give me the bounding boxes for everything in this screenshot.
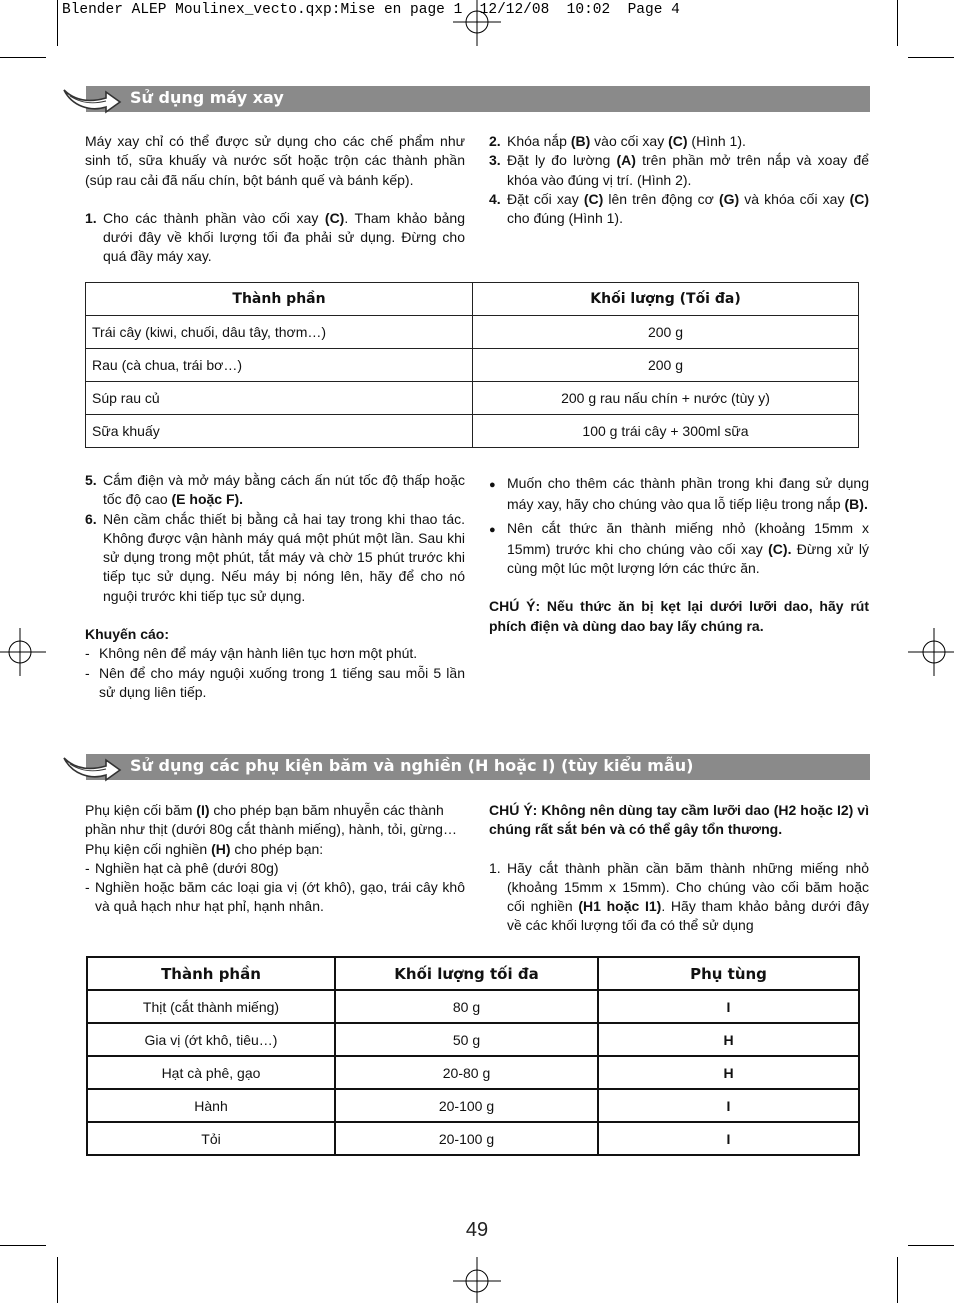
- crop-mark: [57, 1257, 58, 1303]
- table-cell: Rau (cà chua, trái bơ…): [86, 349, 473, 382]
- table-cell: 50 g: [335, 1023, 598, 1056]
- column-header: Khối lượng tối đa: [335, 957, 598, 990]
- table-cell: 200 g: [473, 316, 859, 349]
- warning-title: Khuyến cáo:: [85, 626, 170, 643]
- section-title: Sử dụng máy xay: [130, 88, 284, 107]
- grinder-item: - Nghiền hạt cà phê (dưới 80g): [85, 859, 279, 876]
- step-1: 1. Hãy cắt thành phần cần băm thành những miếng nhỏ (khoảng 15mm x 15mm). Cho chúng vào cối băm hoặc cối nghiền (H1 hoặc I1). Hãy tham khảo bảng dưới đây về các khối lượng tối đa có thể sử dụng: [489, 859, 870, 934]
- table-row: [87, 1122, 859, 1155]
- crop-mark: [0, 57, 46, 58]
- intro-column: [85, 132, 465, 267]
- tip-item: ● Muốn cho thêm các thành phần trong khi đang sử dụng máy xay, hãy cho chúng vào qua lỗ tiếp liệu trong nắp (B).: [489, 475, 869, 513]
- warning-item: - Không nên để máy vận hành liên tục hơn một phút.: [85, 645, 418, 662]
- print-slug: Blender ALEP Moulinex_vecto.qxp:Mise en page 1 12/12/08 10:02 Page 4: [62, 2, 680, 18]
- warning-item: - Nên để cho máy nguội xuống trong 1 tiếng sau mỗi 5 lần sử dụng liên tiếp.: [85, 664, 465, 700]
- section-title: Sử dụng các phụ kiện băm và nghiền (H hoặc I) (tùy kiểu mẫu): [130, 756, 694, 775]
- table-cell: I: [598, 990, 859, 1023]
- table-cell: Thịt (cắt thành miếng): [87, 990, 335, 1023]
- table-row: [86, 415, 859, 448]
- bullet-icon: ●: [489, 523, 496, 536]
- step-6: 6. Nên cầm chắc thiết bị bằng cả hai tay trong khi thao tác. Không được vận hành máy quá một phút một lần. Sau khi sử dụng trong một phút, tắt máy và chờ 15 phút trước khi tiếp tục sử dụng. Nếu máy bị nóng lên, hãy để cho nó nguội trước khi tiếp tục sử dụng.: [85, 510, 465, 604]
- section-header: [62, 750, 870, 782]
- table-cell: 100 g trái cây + 300ml sữa: [473, 415, 859, 448]
- table-row: [86, 382, 859, 415]
- accessory-quantity-table: [86, 956, 860, 1156]
- table-cell: Súp rau củ: [86, 382, 473, 415]
- table-cell: 20-100 g: [335, 1089, 598, 1122]
- table-row: [87, 990, 859, 1023]
- crop-mark: [57, 0, 58, 46]
- grinder-item: - Nghiền hoặc băm các loại gia vị (ớt khô), gạo, trái cây khô và quả hạch như hạt phỉ, hạnh nhân.: [85, 879, 465, 915]
- step-1: 1. Cho các thành phần vào cối xay (C). Tham khảo bảng dưới đây về khối lượng tối đa phải sử dụng. Đừng cho quá đầy máy xay.: [85, 209, 465, 265]
- column-header: Thành phần: [87, 957, 335, 990]
- table-cell: I: [598, 1089, 859, 1122]
- step-number: 1.: [85, 209, 97, 226]
- chopper-description: Phụ kiện cối băm (I) cho phép bạn băm nhuyễn các thành phần như thịt (dưới 80g cắt thành miếng), hành, tỏi, gừng…: [85, 802, 457, 838]
- section-header: [62, 82, 870, 114]
- table-row: [86, 349, 859, 382]
- table-row: [87, 1089, 859, 1122]
- grinder-description: Phụ kiện cối nghiền (H) cho phép bạn:: [85, 840, 324, 857]
- arrow-icon: [62, 82, 122, 116]
- crop-mark: [908, 1245, 954, 1246]
- steps-column: [489, 132, 869, 228]
- table-row: [86, 316, 859, 349]
- registration-mark-icon: [0, 628, 48, 676]
- step-4: 4. Đặt cối xay (C) lên trên động cơ (G) và khóa cối xay (C) cho đúng (Hình 1).: [489, 190, 869, 227]
- registration-mark-icon: [453, 1255, 501, 1303]
- usage-column: [85, 471, 465, 702]
- table-row: [87, 1056, 859, 1089]
- caution-note: CHÚ Ý: Nếu thức ăn bị kẹt lại dưới lưỡi dao, hãy rút phích điện và dùng dao bay lấy chúng ra.: [489, 598, 869, 634]
- tips-column: [489, 474, 869, 636]
- column-header: Thành phần: [86, 283, 473, 316]
- table-cell: Sữa khuấy: [86, 415, 473, 448]
- step-5: 5. Cắm điện và mở máy bằng cách ấn nút tốc độ thấp hoặc tốc độ cao (E hoặc F).: [85, 472, 465, 508]
- arrow-icon: [62, 750, 122, 784]
- column-header: Khối lượng (Tối đa): [473, 283, 859, 316]
- table-cell: Trái cây (kiwi, chuối, dâu tây, thơm…): [86, 316, 473, 349]
- table-cell: I: [598, 1122, 859, 1155]
- crop-mark: [908, 57, 954, 58]
- table-cell: 20-100 g: [335, 1122, 598, 1155]
- table-cell: 200 g rau nấu chín + nước (tùy y): [473, 382, 859, 415]
- table-header-row: [86, 283, 859, 316]
- accessory-column: [85, 801, 465, 917]
- blender-quantity-table: [85, 282, 859, 448]
- step-3: 3. Đặt ly đo lường (A) trên phần mở trên nắp và xoay để khóa vào đúng vị trí. (Hình 2).: [489, 152, 869, 188]
- crop-mark: [0, 1245, 46, 1246]
- column-header: Phụ tùng: [598, 957, 859, 990]
- registration-mark-icon: [453, 0, 501, 48]
- step-2: 2. Khóa nắp (B) vào cối xay (C) (Hình 1).: [489, 133, 746, 149]
- bullet-icon: ●: [489, 479, 496, 491]
- table-row: [87, 1023, 859, 1056]
- table-cell: H: [598, 1023, 859, 1056]
- page-number: 49: [465, 1219, 489, 1241]
- crop-mark: [897, 1257, 898, 1303]
- table-cell: Gia vị (ớt khô, tiêu…): [87, 1023, 335, 1056]
- table-cell: Hành: [87, 1089, 335, 1122]
- crop-mark: [897, 0, 898, 46]
- registration-mark-icon: [906, 628, 954, 676]
- table-cell: Hạt cà phê, gạo: [87, 1056, 335, 1089]
- table-cell: 80 g: [335, 990, 598, 1023]
- table-cell: 200 g: [473, 349, 859, 382]
- table-cell: 20-80 g: [335, 1056, 598, 1089]
- table-cell: H: [598, 1056, 859, 1089]
- intro-paragraph: Máy xay chỉ có thể được sử dụng cho các chế phẩm như sinh tố, sữa khuấy và nước sốt hoặc trộn các thành phần (súp rau cải đã nấu chín, bột bánh quế và bánh kếp).: [85, 133, 465, 188]
- table-header-row: [87, 957, 859, 990]
- table-cell: Tỏi: [87, 1122, 335, 1155]
- tip-item: ● Nên cắt thức ăn thành miếng nhỏ (khoảng 15mm x 15mm) trước khi cho chúng vào cối xay (C). Đừng xử lý cùng một lúc một lượng lớn các thức ăn.: [489, 519, 869, 577]
- caution-note: CHÚ Ý: Không nên dùng tay cầm lưỡi dao (H2 hoặc I2) vì chúng rất sắt bén và có thể gây tổn thương.: [489, 802, 869, 838]
- accessory-steps-column: [489, 801, 869, 936]
